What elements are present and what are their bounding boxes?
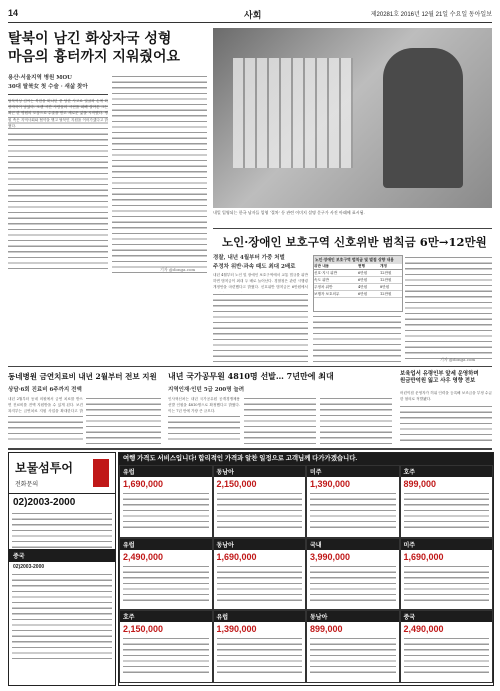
article1-headline: 탈북이 남긴 화상자국 성형 마음의 흉터까지 지워줬어요 <box>8 31 181 65</box>
article4-body: 인사혁신처는 내년 국가공무원 공개경쟁채용 선발 인원을 4810명으로 확정했다고 밝혔다. 이는 7년 만에 가장 큰 규모다. <box>168 397 240 414</box>
ad-tile-details <box>310 636 396 676</box>
table-title: 노인·장애인 보호구역 범칙금 및 벌점 상향 내용 <box>314 256 402 264</box>
ad-brand-title: 보물섬투어 <box>15 461 73 475</box>
ad-tile <box>306 538 400 611</box>
article5-headline: 보육업서 유령인부 앞세 운영하며 원금만억원 잃고 사우 영향 전보 <box>400 371 479 384</box>
article3-body-col1 <box>8 414 83 444</box>
ad-tile <box>400 465 494 538</box>
ad-tile-region: 중국 <box>401 611 493 622</box>
section-name: 사회 <box>244 10 262 20</box>
ad-tile-region: 유럽 <box>120 466 212 477</box>
article4-subhead: 지역인재·인턴 5급 200명 늘려 <box>168 387 245 393</box>
ad-brand-sub: 전화문의 <box>15 482 39 488</box>
ad-brand-block <box>9 453 115 494</box>
ad-phone-small: 02)2003-2000 <box>13 564 45 570</box>
ad-fineprint <box>12 511 112 549</box>
ad-tiles <box>119 465 493 683</box>
ad-tile-price: 899,000 <box>403 479 437 489</box>
ad-tile-price: 2,490,000 <box>403 624 444 635</box>
article2-body-col2 <box>313 314 401 362</box>
ad-tile-details <box>217 491 303 531</box>
ad-tile-details <box>310 564 396 604</box>
ad-tile-price: 2,150,000 <box>123 624 164 635</box>
table-header: 현행 <box>358 264 365 268</box>
page-number: 14 <box>8 8 19 18</box>
article1-subhead: 용산·서울지역 병원 MOU 30대 탈북女 첫 수술 · 새삶 찾아 <box>8 75 88 90</box>
ad-listing <box>12 572 112 662</box>
ad-tile <box>119 610 213 683</box>
article4-body-col2 <box>244 396 316 444</box>
ad-tile <box>306 610 400 683</box>
article1-byline: 기자 @donga.com <box>160 267 196 272</box>
article4-body-col1 <box>168 414 240 444</box>
ad-tile-price: 1,390,000 <box>216 624 257 635</box>
photo-person <box>383 48 463 188</box>
ad-tile-region: 동남아 <box>307 611 399 622</box>
ad-tile-region: 유럽 <box>214 611 306 622</box>
table-header: 개정 <box>380 264 387 268</box>
article1-body: 탈북여성 김씨는 북한을 떠나던 중 당한 사고로 얼굴과 손에 화상자국이 남았다. 오랜 시간 사람들의 시선을 피해 살아온 그는 최근 한 병원의 도움으로 수술을 받고 새로운 삶을 시작했다. 병원 측은 지역사회와 협약을 맺고 탈북민 지원을 이어가겠다고 밝혔다. <box>8 99 108 128</box>
ad-tile-price: 3,990,000 <box>310 551 351 562</box>
ad-tile <box>400 538 494 611</box>
ad-tile-price: 2,490,000 <box>123 551 164 562</box>
table-header: 위반 내용 <box>314 264 330 268</box>
table-cell: 6만원 <box>358 292 368 296</box>
ad-tile-region: 국내 <box>307 539 399 550</box>
article1-body-col2 <box>112 74 207 273</box>
ad-tile-region: 유럽 <box>120 539 212 550</box>
article5-body: 어린이집 운영자가 허위 인력을 등록해 보조금을 부정 수급한 혐의로 적발됐다. <box>400 391 492 402</box>
ad-tile-details <box>217 564 303 604</box>
page-header <box>8 8 492 23</box>
article1-body-col1 <box>8 98 108 273</box>
ad-tile <box>119 538 213 611</box>
ad-tile <box>306 465 400 538</box>
article3-headline: 동네병원 금연치료비 내년 2월부터 전보 지원 <box>8 372 157 381</box>
ad-tile <box>213 610 307 683</box>
ad-red-tag <box>93 459 109 487</box>
table-cell: 6만원 <box>358 278 368 282</box>
ad-tile <box>213 538 307 611</box>
article2-subhead: 경찰, 내년 4월부터 가중 처벌 주정차 위반·과속 때도 최대 2배로 <box>213 255 296 270</box>
article3-subhead: 상담·6회 진료비 6주까지 전액 <box>8 387 82 393</box>
ad-divider <box>8 448 492 450</box>
article2-body-col1 <box>213 292 308 362</box>
ad-tile <box>119 465 213 538</box>
table-cell: 6만원 <box>358 271 368 275</box>
table-row <box>314 291 402 298</box>
news-photo <box>213 28 492 208</box>
ad-tile-details <box>123 636 209 676</box>
section-divider <box>8 366 492 367</box>
ad-tile-region: 호주 <box>401 466 493 477</box>
ad-tile-price: 1,390,000 <box>310 479 351 489</box>
divider <box>213 228 492 229</box>
table-cell: 보행자 보호의무 <box>314 292 340 296</box>
table-cell: 4만원 <box>358 285 368 289</box>
ad-tile <box>400 610 494 683</box>
table-body <box>314 270 402 298</box>
ad-region-label: 중국 <box>9 549 115 562</box>
ad-tile-details <box>123 491 209 531</box>
photo-caption: 내일 입영되는 한국 남자들 입영 ‘절차’ 등 관련 이미지 설명 문구가 사진 아래에 표시됨. <box>213 210 365 215</box>
article2-body-col3 <box>405 255 492 362</box>
divider <box>8 94 108 95</box>
ad-tile-region: 미주 <box>401 539 493 550</box>
ad-tile-price: 1,690,000 <box>216 551 257 562</box>
ad-left-column <box>8 452 116 686</box>
table-row <box>314 270 402 277</box>
ad-tile <box>213 465 307 538</box>
ad-tile-region: 동남아 <box>214 539 306 550</box>
article5-body-col <box>400 404 492 444</box>
table-cell: 속도 위반 <box>314 278 330 282</box>
ad-phone: 02)2003-2000 <box>13 497 76 508</box>
penalty-table <box>313 255 403 312</box>
article3-body: 내년 2월부터 동네 의원에서 금연 치료를 받으면 진료비를 전액 지원받을 수 있게 된다. 보건복지부는 금연치료 지원 사업을 확대한다고 밝 <box>8 397 83 414</box>
ad-main-grid <box>118 452 494 686</box>
table-row <box>314 277 402 284</box>
article2-headline: 노인·장애인 보호구역 신호위반 범칙금 6만→12만원 <box>222 235 487 249</box>
ad-tile-region: 동남아 <box>214 466 306 477</box>
ad-tile-details <box>217 636 303 676</box>
ad-banner: 여행 가격도 서비스입니다! 합리적인 가격과 알찬 일정으로 고객님께 다가가겠습니다. <box>119 453 493 465</box>
ad-tile-region: 호주 <box>120 611 212 622</box>
article2-body: 내년 4월부터 노인 및 장애인 보호구역에서 교통 법규를 위반하면 범칙금이 최대 두 배로 늘어난다. 경찰청은 관련 시행령 개정안을 마련했다고 밝혔다. 신호위반 범칙금은 6만원에서 <box>213 273 308 290</box>
ad-tile-details <box>310 491 396 531</box>
article4-body-col3 <box>320 396 392 444</box>
publication-info: 제20281호 2016년 12월 21일 수요일 동아일보 <box>370 12 492 18</box>
ad-tile-price: 1,690,000 <box>123 479 164 489</box>
table-cell: 주정차 위반 <box>314 285 333 289</box>
table-cell: 12만원 <box>380 271 392 275</box>
ad-tile-details <box>404 636 490 676</box>
article4-headline: 내년 국가공무원 4810명 선발… 7년만에 최대 <box>168 371 334 381</box>
table-cell: 신호·지시 위반 <box>314 271 338 275</box>
ad-tile-details <box>404 564 490 604</box>
article3-body-col2 <box>86 396 161 444</box>
photo-shelves <box>233 58 353 168</box>
article2-byline: 기자 @donga.com <box>440 357 476 362</box>
ad-tile-region: 미주 <box>307 466 399 477</box>
ad-tile-details <box>123 564 209 604</box>
table-cell: 12만원 <box>380 278 392 282</box>
table-cell: 12만원 <box>380 292 392 296</box>
ad-tile-price: 899,000 <box>310 624 343 635</box>
table-cell: 8만원 <box>380 285 390 289</box>
ad-tile-price: 1,690,000 <box>403 551 444 562</box>
table-row <box>314 284 402 291</box>
ad-tile-details <box>404 491 490 531</box>
ad-tile-price: 2,150,000 <box>216 479 257 489</box>
